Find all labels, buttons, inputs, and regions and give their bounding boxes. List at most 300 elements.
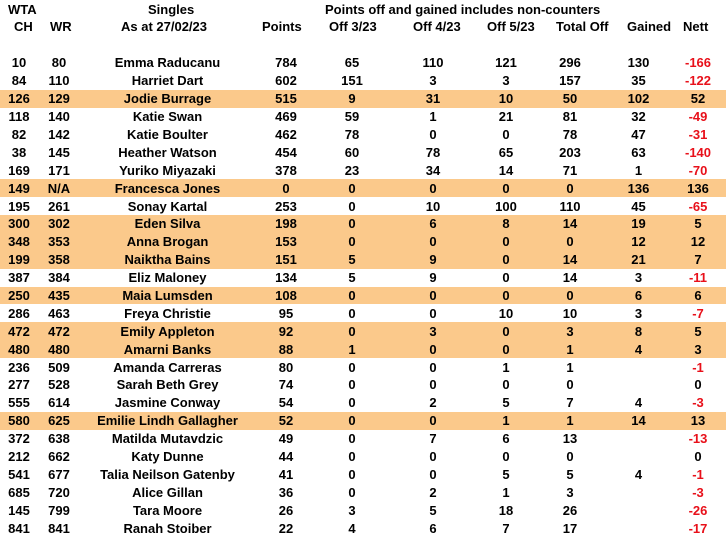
table-row [0, 108, 726, 126]
cell-gained: 21 [607, 251, 670, 269]
cell-nett: 12 [670, 233, 726, 251]
cell-total-off: 13 [562, 431, 578, 447]
cell-gained: 4 [607, 340, 670, 358]
header-note: Points off and gained includes non-counters [325, 2, 601, 17]
table-row [0, 54, 726, 72]
cell-off-4: 0 [429, 359, 437, 375]
cell-points: 26 [278, 502, 294, 518]
cell-ch: 286 [8, 305, 30, 321]
cell-off-3: 0 [317, 215, 387, 233]
cell-name: Sonay Kartal [127, 198, 208, 214]
cell-wr: 129 [38, 90, 80, 108]
cell-gained: 3 [634, 270, 643, 286]
header-gained: Gained [627, 19, 672, 34]
cell-off-4: 7 [429, 431, 437, 447]
cell-name: Katie Boulter [127, 127, 208, 142]
table-row [0, 90, 726, 108]
cell-total-off: 14 [533, 251, 607, 269]
cell-gained [607, 430, 670, 448]
cell-off-4: 3 [387, 322, 479, 340]
cell-gained: 32 [631, 109, 646, 125]
cell-total-off: 14 [562, 270, 578, 286]
cell-off-4: 6 [429, 520, 437, 536]
cell-wr: 528 [48, 377, 70, 393]
cell-wr: 80 [51, 55, 67, 71]
cell-points: 153 [255, 233, 317, 251]
table-row [0, 304, 726, 322]
cell-ch: 10 [11, 55, 27, 71]
rankings-table [0, 54, 726, 537]
cell-off-5: 1 [502, 484, 510, 500]
cell-gained: 4 [634, 466, 643, 482]
cell-off-3: 60 [344, 144, 360, 160]
table-row [0, 179, 726, 197]
cell-off-4: 1 [429, 109, 437, 125]
cell-wr: 677 [48, 466, 70, 482]
cell-nett: -166 [684, 55, 712, 71]
cell-points: 49 [278, 431, 294, 447]
cell-ch: 118 [8, 109, 30, 125]
cell-wr: 140 [48, 109, 70, 125]
cell-off-3: 0 [348, 449, 356, 465]
cell-total-off: 0 [533, 233, 607, 251]
cell-ch: 236 [8, 359, 30, 375]
cell-off-3: 5 [317, 251, 387, 269]
cell-name: Amarni Banks [80, 340, 255, 358]
cell-ch: 149 [0, 179, 38, 197]
table-row [0, 215, 726, 233]
cell-name: Francesca Jones [80, 179, 255, 197]
cell-total-off: 0 [533, 179, 607, 197]
cell-ch: 300 [0, 215, 38, 233]
cell-off-5: 5 [502, 466, 510, 482]
cell-off-3: 4 [348, 520, 356, 536]
cell-name: Ranah Stoiber [123, 520, 212, 536]
cell-nett: -31 [688, 127, 708, 142]
cell-ch: 212 [8, 449, 30, 465]
cell-total-off: 3 [533, 322, 607, 340]
cell-total-off: 296 [559, 55, 581, 71]
cell-points: 95 [278, 305, 294, 321]
cell-ch: 250 [0, 287, 38, 305]
cell-gained: 6 [607, 287, 670, 305]
cell-off-5: 5 [502, 395, 510, 411]
cell-name: Jasmine Conway [114, 395, 221, 411]
table-row [0, 430, 726, 448]
table-row [0, 519, 726, 537]
cell-nett: -65 [688, 198, 708, 214]
cell-gained: 12 [607, 233, 670, 251]
cell-total-off: 17 [562, 520, 578, 536]
cell-off-5: 0 [502, 449, 510, 465]
cell-points: 36 [278, 484, 294, 500]
cell-off-3: 0 [348, 305, 356, 321]
cell-gained [607, 483, 670, 501]
cell-off-4: 0 [387, 287, 479, 305]
cell-nett: -49 [688, 109, 708, 125]
cell-off-4: 2 [429, 395, 437, 411]
cell-off-3: 23 [344, 162, 360, 178]
cell-ch: 195 [8, 198, 30, 214]
cell-off-4: 78 [425, 144, 441, 160]
cell-off-3: 78 [344, 127, 360, 142]
table-row [0, 394, 726, 412]
cell-name: Amanda Carreras [113, 359, 222, 375]
cell-off-5: 0 [479, 287, 533, 305]
cell-off-3: 9 [317, 90, 387, 108]
cell-off-5: 14 [498, 162, 514, 178]
cell-off-4: 5 [429, 502, 437, 518]
cell-points: 469 [275, 109, 297, 125]
cell-off-5: 3 [502, 73, 510, 89]
cell-ch: 126 [0, 90, 38, 108]
cell-nett: -7 [692, 305, 704, 321]
cell-wr: N/A [38, 179, 80, 197]
cell-wr: 171 [48, 162, 70, 178]
cell-ch: 277 [8, 377, 30, 393]
cell-name: Emilie Lindh Gallagher [80, 412, 255, 430]
cell-name: Naiktha Bains [80, 251, 255, 269]
cell-ch: 38 [11, 144, 27, 160]
cell-nett: -122 [684, 73, 712, 89]
cell-gained: 130 [627, 55, 650, 71]
cell-off-3: 0 [348, 431, 356, 447]
cell-points: 41 [278, 466, 294, 482]
cell-total-off: 0 [566, 377, 574, 393]
header-wr: WR [50, 19, 72, 34]
cell-off-4: 0 [429, 305, 437, 321]
table-row [0, 287, 726, 305]
cell-points: 602 [275, 73, 297, 89]
table-row [0, 358, 726, 376]
cell-wr: 625 [38, 412, 80, 430]
cell-total-off: 78 [562, 127, 578, 142]
cell-off-4: 0 [387, 233, 479, 251]
cell-ch: 169 [8, 162, 30, 178]
cell-gained: 19 [607, 215, 670, 233]
cell-gained: 45 [631, 198, 646, 214]
cell-total-off: 110 [559, 198, 581, 214]
cell-ch: 580 [0, 412, 38, 430]
cell-off-5: 0 [479, 340, 533, 358]
table-row [0, 269, 726, 287]
cell-name: Eliz Maloney [128, 270, 207, 286]
header-off-5: Off 5/23 [487, 19, 535, 34]
cell-name: Harriet Dart [131, 73, 204, 89]
cell-ch: 82 [11, 127, 27, 142]
cell-nett: 0 [694, 449, 702, 465]
cell-nett: -13 [688, 431, 708, 447]
cell-points: 0 [255, 179, 317, 197]
cell-points: 134 [275, 270, 297, 286]
cell-total-off: 14 [533, 215, 607, 233]
cell-wr: 435 [38, 287, 80, 305]
cell-total-off: 7 [566, 395, 574, 411]
table-row [0, 126, 726, 144]
cell-off-3: 0 [317, 233, 387, 251]
cell-name: Maia Lumsden [80, 287, 255, 305]
cell-off-4: 9 [429, 270, 437, 286]
cell-name: Emma Raducanu [114, 55, 221, 71]
cell-points: 198 [255, 215, 317, 233]
cell-ch: 145 [8, 502, 30, 518]
header-off-4: Off 4/23 [413, 19, 461, 34]
cell-gained [607, 501, 670, 519]
cell-wr: 463 [48, 305, 70, 321]
cell-wr: 358 [38, 251, 80, 269]
cell-nett: -1 [692, 359, 704, 375]
cell-total-off: 203 [559, 144, 581, 160]
cell-nett: -3 [692, 395, 704, 411]
cell-ch: 372 [8, 431, 30, 447]
cell-nett: 13 [670, 412, 726, 430]
cell-nett: 7 [670, 251, 726, 269]
cell-points: 515 [255, 90, 317, 108]
cell-gained: 3 [634, 305, 643, 321]
cell-off-5: 10 [498, 305, 514, 321]
cell-off-3: 0 [348, 198, 356, 214]
cell-wr: 302 [38, 215, 80, 233]
table-row [0, 251, 726, 269]
cell-gained: 8 [607, 322, 670, 340]
cell-name: Heather Watson [118, 144, 217, 160]
cell-gained: 35 [631, 73, 646, 89]
cell-nett: -26 [688, 502, 708, 518]
cell-off-5: 0 [479, 179, 533, 197]
cell-off-5: 100 [495, 198, 517, 214]
cell-off-5: 1 [479, 412, 533, 430]
cell-wr: 480 [38, 340, 80, 358]
cell-points: 784 [275, 55, 297, 71]
cell-ch: 472 [0, 322, 38, 340]
cell-off-5: 21 [498, 109, 514, 125]
cell-gained: 102 [607, 90, 670, 108]
cell-points: 151 [255, 251, 317, 269]
cell-off-5: 18 [498, 502, 514, 518]
cell-name: Alice Gillan [132, 484, 203, 500]
cell-wr: 638 [48, 431, 70, 447]
cell-off-4: 0 [429, 449, 437, 465]
cell-points: 378 [275, 162, 297, 178]
cell-off-4: 0 [387, 412, 479, 430]
header-points: Points [262, 19, 302, 34]
cell-total-off: 26 [562, 502, 578, 518]
cell-off-3: 0 [317, 179, 387, 197]
cell-off-4: 0 [387, 340, 479, 358]
cell-off-4: 110 [422, 55, 444, 71]
cell-wr: 261 [48, 198, 70, 214]
cell-wr: 142 [48, 127, 70, 142]
cell-wr: 353 [38, 233, 80, 251]
table-row [0, 376, 726, 394]
cell-gained: 63 [631, 144, 646, 160]
header-off-3: Off 3/23 [329, 19, 377, 34]
cell-total-off: 0 [566, 449, 574, 465]
cell-off-4: 3 [429, 73, 437, 89]
cell-points: 74 [278, 377, 294, 393]
cell-off-4: 0 [429, 466, 437, 482]
table-row [0, 161, 726, 179]
cell-wr: 799 [48, 502, 70, 518]
cell-nett: 52 [670, 90, 726, 108]
cell-off-3: 0 [317, 412, 387, 430]
cell-off-4: 2 [429, 484, 437, 500]
cell-off-5: 7 [502, 520, 510, 536]
cell-total-off: 1 [566, 359, 574, 375]
cell-off-3: 0 [348, 377, 356, 393]
cell-off-5: 0 [502, 377, 510, 393]
cell-points: 54 [278, 395, 294, 411]
cell-name: Yuriko Miyazaki [119, 162, 216, 178]
cell-ch: 480 [0, 340, 38, 358]
cell-gained [607, 519, 670, 537]
cell-name: Talia Neilson Gatenby [100, 466, 235, 482]
cell-gained: 14 [607, 412, 670, 430]
cell-ch: 387 [8, 270, 30, 286]
cell-nett: 0 [694, 377, 702, 393]
cell-total-off: 81 [562, 109, 578, 125]
header-singles: Singles [148, 2, 195, 17]
cell-off-3: 0 [348, 466, 356, 482]
cell-nett: 3 [670, 340, 726, 358]
cell-wr: 145 [48, 144, 70, 160]
cell-points: 22 [278, 520, 294, 536]
cell-name: Anna Brogan [80, 233, 255, 251]
cell-gained [607, 376, 670, 394]
cell-off-3: 1 [317, 340, 387, 358]
cell-ch: 841 [8, 520, 30, 536]
table-row [0, 483, 726, 501]
cell-nett: -140 [684, 144, 712, 160]
table-row [0, 340, 726, 358]
cell-points: 92 [255, 322, 317, 340]
cell-gained [607, 358, 670, 376]
cell-gained: 47 [631, 127, 646, 142]
cell-off-3: 0 [317, 287, 387, 305]
cell-off-4: 9 [387, 251, 479, 269]
header-wta: WTA [8, 2, 37, 17]
cell-nett: 6 [670, 287, 726, 305]
cell-name: Jodie Burrage [80, 90, 255, 108]
cell-off-5: 0 [502, 127, 510, 142]
cell-off-5: 10 [479, 90, 533, 108]
cell-name: Katie Swan [132, 109, 203, 125]
cell-wr: 662 [48, 449, 70, 465]
cell-name: Freya Christie [124, 305, 211, 321]
cell-off-5: 8 [479, 215, 533, 233]
cell-off-5: 65 [498, 144, 514, 160]
cell-off-3: 151 [341, 73, 363, 89]
cell-total-off: 50 [533, 90, 607, 108]
cell-nett: -1 [692, 466, 704, 482]
cell-off-5: 1 [502, 359, 510, 375]
cell-off-4: 0 [429, 377, 437, 393]
cell-points: 462 [275, 127, 297, 142]
header-nett: Nett [683, 19, 709, 34]
header-ch: CH [14, 19, 33, 34]
cell-ch: 685 [8, 484, 30, 500]
cell-off-3: 0 [348, 359, 356, 375]
cell-wr: 384 [48, 270, 70, 286]
cell-name: Matilda Mutavdzic [111, 431, 224, 447]
cell-name: Emily Appleton [80, 322, 255, 340]
cell-off-5: 0 [479, 233, 533, 251]
cell-wr: 841 [48, 520, 70, 536]
cell-points: 52 [255, 412, 317, 430]
cell-ch: 541 [8, 466, 30, 482]
cell-nett: -70 [688, 162, 708, 178]
cell-off-5: 0 [479, 251, 533, 269]
cell-gained: 4 [634, 395, 643, 411]
cell-nett: 5 [670, 322, 726, 340]
cell-nett: -11 [688, 270, 708, 286]
cell-off-3: 0 [317, 322, 387, 340]
table-row [0, 322, 726, 340]
table-row [0, 465, 726, 483]
table-row [0, 412, 726, 430]
table-row [0, 72, 726, 90]
cell-off-4: 6 [387, 215, 479, 233]
cell-points: 108 [255, 287, 317, 305]
header-total-off: Total Off [556, 19, 609, 34]
cell-off-3: 5 [348, 270, 356, 286]
cell-total-off: 10 [562, 305, 578, 321]
cell-off-4: 31 [387, 90, 479, 108]
cell-total-off: 157 [559, 73, 581, 89]
table-row [0, 233, 726, 251]
cell-name: Tara Moore [132, 502, 203, 518]
cell-off-5: 6 [502, 431, 510, 447]
cell-off-3: 59 [344, 109, 360, 125]
header-as-at: As at 27/02/23 [121, 19, 208, 34]
cell-nett: 5 [670, 215, 726, 233]
cell-off-4: 34 [425, 162, 441, 178]
cell-off-3: 0 [348, 395, 356, 411]
cell-wr: 110 [48, 73, 70, 89]
cell-total-off: 3 [566, 484, 574, 500]
cell-wr: 720 [48, 484, 70, 500]
cell-points: 454 [275, 144, 297, 160]
cell-total-off: 71 [562, 162, 578, 178]
cell-points: 88 [255, 340, 317, 358]
cell-nett: -3 [692, 484, 704, 500]
cell-points: 253 [275, 198, 297, 214]
cell-off-3: 65 [344, 55, 360, 71]
cell-ch: 84 [11, 73, 27, 89]
cell-nett: 136 [670, 179, 726, 197]
table-row [0, 501, 726, 519]
cell-off-5: 0 [502, 270, 510, 286]
cell-off-4: 0 [387, 179, 479, 197]
table-row [0, 197, 726, 215]
cell-total-off: 5 [566, 466, 574, 482]
cell-wr: 509 [48, 359, 70, 375]
cell-total-off: 1 [533, 412, 607, 430]
cell-name: Sarah Beth Grey [116, 377, 219, 393]
cell-wr: 614 [48, 395, 70, 411]
cell-wr: 472 [38, 322, 80, 340]
cell-off-5: 0 [479, 322, 533, 340]
cell-name: Katy Dunne [131, 449, 204, 465]
cell-off-3: 0 [348, 484, 356, 500]
cell-gained [607, 448, 670, 466]
cell-off-4: 10 [425, 198, 441, 214]
cell-name: Eden Silva [80, 215, 255, 233]
cell-total-off: 0 [533, 287, 607, 305]
cell-nett: -17 [688, 520, 708, 536]
cell-ch: 199 [0, 251, 38, 269]
cell-off-3: 3 [348, 502, 356, 518]
